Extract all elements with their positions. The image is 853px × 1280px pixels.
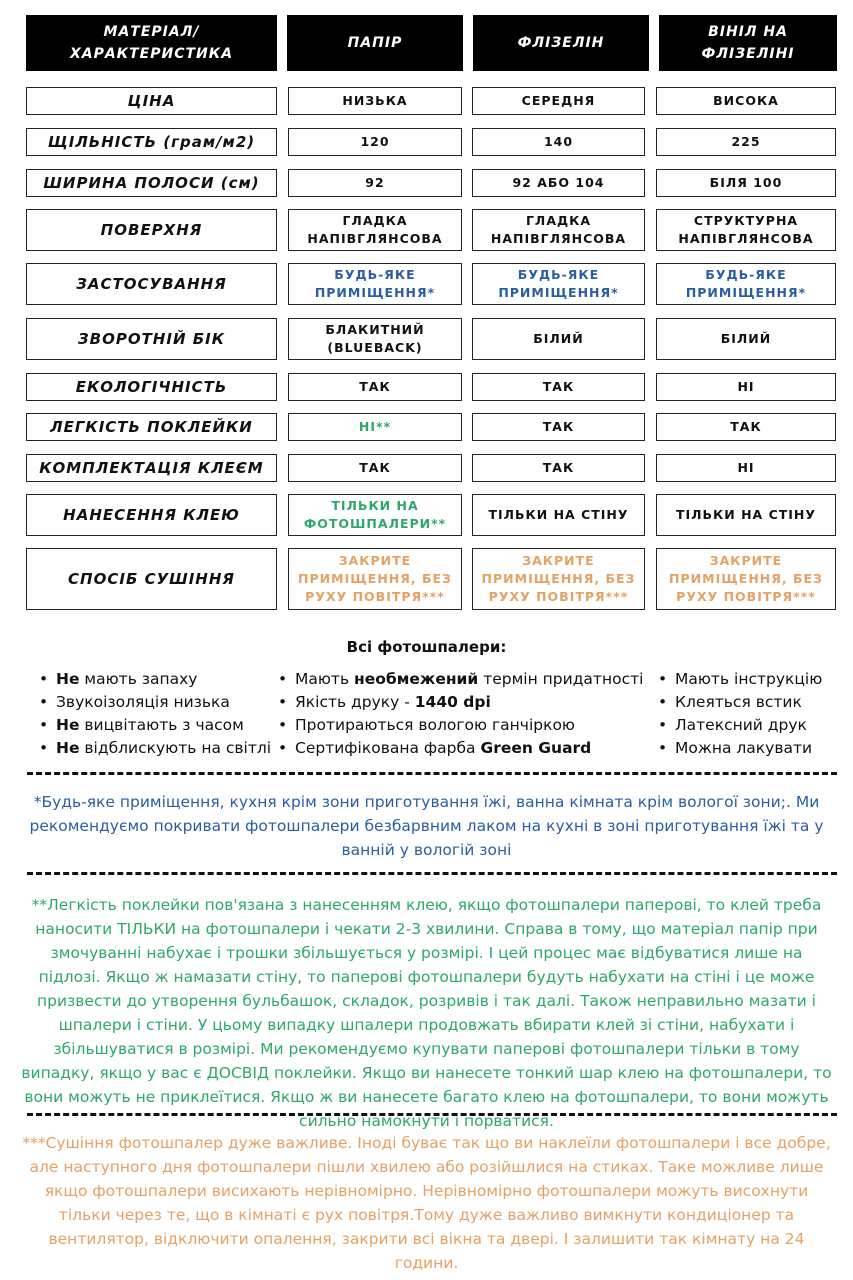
cell-drying-fliselin: ЗАКРИТЕ ПРИМІЩЕННЯ, БЕЗ РУХУ ПОВІТРЯ*** bbox=[472, 548, 645, 610]
header-paper: ПАПІР bbox=[287, 15, 463, 71]
list-item: • Латексний друк bbox=[653, 714, 822, 737]
cell-width-fliselin: 92 АБО 104 bbox=[472, 169, 645, 197]
cell-surface-fliselin: ГЛАДКА НАПІВГЛЯНСОВА bbox=[472, 209, 645, 251]
dashed-divider bbox=[27, 772, 837, 775]
bullet-list-col-2 bbox=[273, 668, 643, 760]
cell-ease-vinyl: ТАК bbox=[656, 413, 836, 441]
list-item: • Можна лакувати bbox=[653, 737, 822, 760]
list-item: • Не відблискують на світлі bbox=[34, 737, 271, 760]
footnote-ease: **Легкість поклейки пов'язана з нанесенням клею, якщо фотошпалери паперові, то клей треба наносити ТІЛЬКИ на фотошпалери і чекати 2-3 хвилини. Справа в тому, що матеріал папір при змочуванні набухає і трошки збільшується у розмірі. І цей процес має відбуватися лише на підлозі. Якщо ж намазати стіну, то паперові фотошпалери будуть набухати на стіні і це може призвести до утворення бульбашок, складок, розривів і так далі. Також неправильно мазати і шпалери і стіни. У цьому випадку шпалери продовжать вбирати клей зі стіни, набухати і збільшуватися в розмірі. Ми рекомендуємо купувати паперові фотошпалери тільки в тому випадку, якщо у вас є ДОСВІД поклейки. Якщо ви нанесете тонкий шар клею на фотошпалери, то вони можуть не приклеїтися. Якщо ж ви нанесете багато клею на фотошпалери, то вони можуть сильно намокнути і порватися. bbox=[21, 896, 832, 1130]
row-label-application: ЗАСТОСУВАННЯ bbox=[26, 263, 277, 305]
cell-price-vinyl: ВИСОКА bbox=[656, 87, 836, 115]
cell-glue-kit-fliselin: ТАК bbox=[472, 454, 645, 482]
cell-width-vinyl: БІЛЯ 100 bbox=[656, 169, 836, 197]
bullet-list-col-1 bbox=[34, 668, 271, 760]
footnote-drying: ***Сушіння фотошпалер дуже важливе. Іноді буває так що ви наклеїли фотошпалери і все добре, але наступного дня фотошпалери пішли хвилею або розійшлися на стиках. Таке можливе лише якщо фотошпалери висихають нерівномірно. Нерівномірно фотошпалери можуть висохнути тільки через те, що в кімнаті є рух повітря.Тому дуже важливо вимкнути кондиціонер та вентилятор, відключити опалення, закрити всі вікна та двері. І залишити так кімнату на 24 години. bbox=[22, 1134, 831, 1272]
list-item: • Не вицвітають з часом bbox=[34, 714, 271, 737]
cell-glue-kit-paper: ТАК bbox=[288, 454, 462, 482]
row-label-ecology: ЕКОЛОГІЧНІСТЬ bbox=[26, 373, 277, 401]
row-label-price: ЦІНА bbox=[26, 87, 277, 115]
cell-application-vinyl: БУДЬ-ЯКЕ ПРИМІЩЕННЯ* bbox=[656, 263, 836, 305]
cell-glue-application-vinyl: ТІЛЬКИ НА СТІНУ bbox=[656, 494, 836, 536]
list-item: • Сертифікована фарба Green Guard bbox=[273, 737, 643, 760]
cell-width-paper: 92 bbox=[288, 169, 462, 197]
cell-ecology-fliselin: ТАК bbox=[472, 373, 645, 401]
list-item: • Мають необмежений термін придатності bbox=[273, 668, 643, 691]
cell-application-paper: БУДЬ-ЯКЕ ПРИМІЩЕННЯ* bbox=[288, 263, 462, 305]
row-label-glue-kit: КОМПЛЕКТАЦІЯ КЛЕЄМ bbox=[26, 454, 277, 482]
header-fliselin: ФЛІЗЕЛІН bbox=[473, 15, 649, 71]
row-label-ease: ЛЕГКІСТЬ ПОКЛЕЙКИ bbox=[26, 413, 277, 441]
list-item: • Якість друку - 1440 dpi bbox=[273, 691, 643, 714]
cell-backside-fliselin: БІЛИЙ bbox=[472, 318, 645, 360]
cell-glue-kit-vinyl: НІ bbox=[656, 454, 836, 482]
cell-ease-paper: НІ** bbox=[288, 413, 462, 441]
row-label-backside: ЗВОРОТНІЙ БІК bbox=[26, 318, 277, 360]
row-label-glue-application: НАНЕСЕННЯ КЛЕЮ bbox=[26, 494, 277, 536]
bullet-list-col-3 bbox=[653, 668, 822, 760]
cell-drying-vinyl: ЗАКРИТЕ ПРИМІЩЕННЯ, БЕЗ РУХУ ПОВІТРЯ*** bbox=[656, 548, 836, 610]
header-vinyl: ВІНІЛ НА ФЛІЗЕЛІНІ bbox=[659, 15, 837, 71]
all-wallpapers-title: Всі фотошпалери: bbox=[346, 638, 507, 656]
cell-density-vinyl: 225 bbox=[656, 128, 836, 156]
row-label-drying: СПОСІБ СУШІННЯ bbox=[26, 548, 277, 610]
cell-price-paper: НИЗЬКА bbox=[288, 87, 462, 115]
cell-application-fliselin: БУДЬ-ЯКЕ ПРИМІЩЕННЯ* bbox=[472, 263, 645, 305]
dashed-divider bbox=[27, 1113, 837, 1116]
list-item: • Протираються вологою ганчіркою bbox=[273, 714, 643, 737]
row-label-density: ЩІЛЬНІСТЬ (грам/м2) bbox=[26, 128, 277, 156]
cell-glue-application-paper: ТІЛЬКИ НА ФОТОШПАЛЕРИ** bbox=[288, 494, 462, 536]
header-characteristic: МАТЕРІАЛ/ ХАРАКТЕРИСТИКА bbox=[26, 15, 277, 71]
cell-price-fliselin: СЕРЕДНЯ bbox=[472, 87, 645, 115]
cell-surface-paper: ГЛАДКА НАПІВГЛЯНСОВА bbox=[288, 209, 462, 251]
cell-drying-paper: ЗАКРИТЕ ПРИМІЩЕННЯ, БЕЗ РУХУ ПОВІТРЯ*** bbox=[288, 548, 462, 610]
cell-glue-application-fliselin: ТІЛЬКИ НА СТІНУ bbox=[472, 494, 645, 536]
list-item: • Не мають запаху bbox=[34, 668, 271, 691]
list-item: • Клеяться встик bbox=[653, 691, 822, 714]
cell-density-paper: 120 bbox=[288, 128, 462, 156]
list-item: • Звукоізоляція низька bbox=[34, 691, 271, 714]
cell-ecology-vinyl: НІ bbox=[656, 373, 836, 401]
row-label-surface: ПОВЕРХНЯ bbox=[26, 209, 277, 251]
row-label-width: ШИРИНА ПОЛОСИ (см) bbox=[26, 169, 277, 197]
cell-backside-paper: БЛАКИТНИЙ (BLUEBACK) bbox=[288, 318, 462, 360]
cell-density-fliselin: 140 bbox=[472, 128, 645, 156]
cell-ease-fliselin: ТАК bbox=[472, 413, 645, 441]
dashed-divider bbox=[27, 872, 837, 875]
footnote-application: *Будь-яке приміщення, кухня крім зони приготування їжі, ванна кімната крім вологої зони;. Ми рекомендуємо покривати фотошпалери безбарвним лаком на кухні в зоні приготування їжі та у ванній у вологій зоні bbox=[29, 793, 824, 859]
list-item: • Мають інструкцію bbox=[653, 668, 822, 691]
cell-ecology-paper: ТАК bbox=[288, 373, 462, 401]
cell-surface-vinyl: СТРУКТУРНА НАПІВГЛЯНСОВА bbox=[656, 209, 836, 251]
cell-backside-vinyl: БІЛИЙ bbox=[656, 318, 836, 360]
